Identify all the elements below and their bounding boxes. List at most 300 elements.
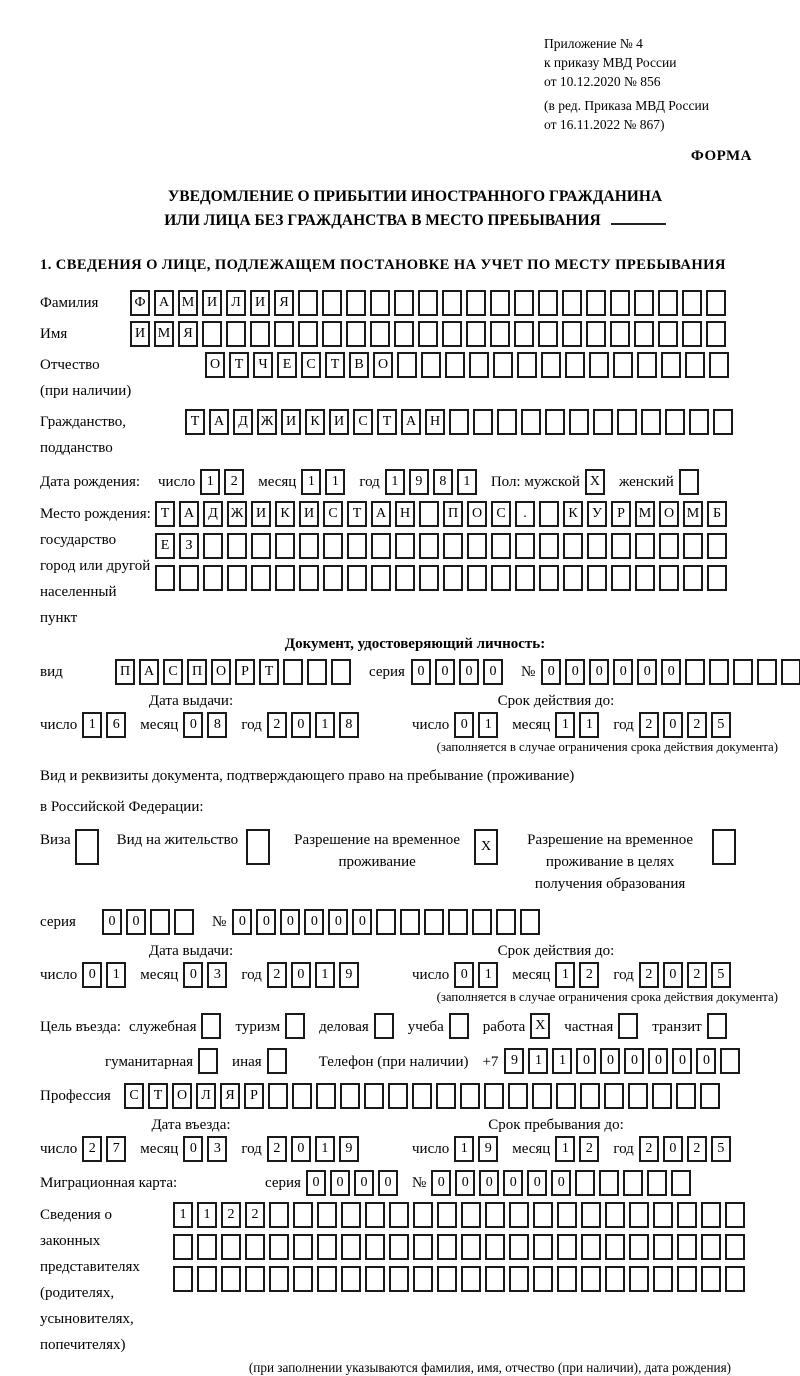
char-box[interactable]: 0: [503, 1170, 523, 1196]
char-box[interactable]: 0: [291, 712, 311, 738]
char-box[interactable]: [628, 1083, 648, 1109]
char-box[interactable]: 9: [478, 1136, 498, 1162]
char-box[interactable]: 2: [267, 1136, 287, 1162]
char-box[interactable]: [709, 352, 729, 378]
char-box[interactable]: [725, 1266, 745, 1292]
char-box[interactable]: 0: [330, 1170, 350, 1196]
char-box[interactable]: 3: [207, 1136, 227, 1162]
char-box[interactable]: [562, 321, 582, 347]
char-box[interactable]: [322, 321, 342, 347]
char-box[interactable]: И: [250, 290, 270, 316]
char-box[interactable]: [676, 1083, 696, 1109]
char-box[interactable]: [418, 321, 438, 347]
char-box[interactable]: 1: [457, 469, 477, 495]
char-box[interactable]: [227, 565, 247, 591]
char-box[interactable]: [331, 659, 351, 685]
char-box[interactable]: 0: [435, 659, 455, 685]
char-box[interactable]: [701, 1202, 721, 1228]
char-box[interactable]: [653, 1234, 673, 1260]
char-box[interactable]: [658, 290, 678, 316]
char-box[interactable]: [557, 1266, 577, 1292]
char-box[interactable]: О: [373, 352, 393, 378]
char-box[interactable]: 2: [579, 962, 599, 988]
char-box[interactable]: [364, 1083, 384, 1109]
char-box[interactable]: Т: [259, 659, 279, 685]
char-box[interactable]: [677, 1266, 697, 1292]
char-box[interactable]: [652, 1083, 672, 1109]
char-box[interactable]: [593, 409, 613, 435]
char-box[interactable]: [683, 565, 703, 591]
char-box[interactable]: [419, 533, 439, 559]
char-box[interactable]: 0: [306, 1170, 326, 1196]
char-box[interactable]: [285, 1013, 305, 1039]
char-box[interactable]: С: [163, 659, 183, 685]
char-box[interactable]: З: [179, 533, 199, 559]
char-box[interactable]: О: [467, 501, 487, 527]
char-box[interactable]: [659, 533, 679, 559]
char-box[interactable]: [389, 1266, 409, 1292]
char-box[interactable]: [461, 1266, 481, 1292]
char-box[interactable]: [539, 533, 559, 559]
char-box[interactable]: [635, 565, 655, 591]
char-box[interactable]: [484, 1083, 504, 1109]
char-box[interactable]: [689, 409, 709, 435]
char-box[interactable]: [556, 1083, 576, 1109]
char-box[interactable]: [472, 909, 492, 935]
char-box[interactable]: 2: [687, 962, 707, 988]
char-box[interactable]: 1: [555, 962, 575, 988]
char-box[interactable]: 0: [352, 909, 372, 935]
char-box[interactable]: [509, 1202, 529, 1228]
char-box[interactable]: М: [154, 321, 174, 347]
char-box[interactable]: [713, 409, 733, 435]
char-box[interactable]: [618, 1013, 638, 1039]
char-box[interactable]: [346, 321, 366, 347]
char-box[interactable]: [587, 565, 607, 591]
char-box[interactable]: [323, 533, 343, 559]
char-box[interactable]: 1: [385, 469, 405, 495]
char-box[interactable]: [461, 1234, 481, 1260]
char-box[interactable]: [412, 1083, 432, 1109]
char-box[interactable]: X: [474, 829, 498, 865]
char-box[interactable]: [293, 1202, 313, 1228]
char-box[interactable]: [677, 1202, 697, 1228]
char-box[interactable]: [623, 1170, 643, 1196]
char-box[interactable]: 0: [672, 1048, 692, 1074]
char-box[interactable]: [413, 1234, 433, 1260]
char-box[interactable]: [250, 321, 270, 347]
char-box[interactable]: К: [275, 501, 295, 527]
char-box[interactable]: [610, 321, 630, 347]
char-box[interactable]: [388, 1083, 408, 1109]
char-box[interactable]: [629, 1202, 649, 1228]
char-box[interactable]: [75, 829, 99, 865]
char-box[interactable]: [706, 321, 726, 347]
char-box[interactable]: [437, 1266, 457, 1292]
char-box[interactable]: 2: [639, 1136, 659, 1162]
char-box[interactable]: 0: [479, 1170, 499, 1196]
char-box[interactable]: 6: [106, 712, 126, 738]
char-box[interactable]: [541, 352, 561, 378]
char-box[interactable]: 0: [565, 659, 585, 685]
char-box[interactable]: И: [329, 409, 349, 435]
char-box[interactable]: 0: [527, 1170, 547, 1196]
char-box[interactable]: [581, 1234, 601, 1260]
char-box[interactable]: [394, 321, 414, 347]
char-box[interactable]: [634, 321, 654, 347]
char-box[interactable]: Ж: [257, 409, 277, 435]
char-box[interactable]: Т: [377, 409, 397, 435]
char-box[interactable]: [781, 659, 800, 685]
char-box[interactable]: Н: [425, 409, 445, 435]
char-box[interactable]: [677, 1234, 697, 1260]
char-box[interactable]: С: [353, 409, 373, 435]
char-box[interactable]: [539, 565, 559, 591]
char-box[interactable]: 1: [478, 712, 498, 738]
char-box[interactable]: [418, 290, 438, 316]
char-box[interactable]: [613, 352, 633, 378]
char-box[interactable]: [323, 565, 343, 591]
char-box[interactable]: [436, 1083, 456, 1109]
char-box[interactable]: [173, 1266, 193, 1292]
char-box[interactable]: [671, 1170, 691, 1196]
char-box[interactable]: О: [659, 501, 679, 527]
char-box[interactable]: [269, 1266, 289, 1292]
char-box[interactable]: [413, 1266, 433, 1292]
char-box[interactable]: А: [154, 290, 174, 316]
char-box[interactable]: 1: [552, 1048, 572, 1074]
char-box[interactable]: [515, 565, 535, 591]
char-box[interactable]: [395, 533, 415, 559]
char-box[interactable]: 8: [339, 712, 359, 738]
char-box[interactable]: 1: [200, 469, 220, 495]
char-box[interactable]: М: [178, 290, 198, 316]
char-box[interactable]: Е: [155, 533, 175, 559]
char-box[interactable]: 0: [663, 712, 683, 738]
char-box[interactable]: [467, 565, 487, 591]
char-box[interactable]: [725, 1234, 745, 1260]
char-box[interactable]: 0: [696, 1048, 716, 1074]
char-box[interactable]: 1: [315, 712, 335, 738]
char-box[interactable]: [460, 1083, 480, 1109]
char-box[interactable]: 1: [106, 962, 126, 988]
char-box[interactable]: 0: [541, 659, 561, 685]
char-box[interactable]: [245, 1234, 265, 1260]
char-box[interactable]: [198, 1048, 218, 1074]
char-box[interactable]: [197, 1234, 217, 1260]
char-box[interactable]: [490, 290, 510, 316]
char-box[interactable]: [389, 1202, 409, 1228]
char-box[interactable]: 1: [315, 962, 335, 988]
char-box[interactable]: [293, 1266, 313, 1292]
char-box[interactable]: [701, 1266, 721, 1292]
char-box[interactable]: [514, 290, 534, 316]
char-box[interactable]: [419, 501, 439, 527]
char-box[interactable]: [443, 565, 463, 591]
char-box[interactable]: [316, 1083, 336, 1109]
char-box[interactable]: 5: [711, 1136, 731, 1162]
char-box[interactable]: [442, 290, 462, 316]
char-box[interactable]: У: [587, 501, 607, 527]
char-box[interactable]: 2: [224, 469, 244, 495]
char-box[interactable]: [647, 1170, 667, 1196]
char-box[interactable]: [283, 659, 303, 685]
char-box[interactable]: [683, 533, 703, 559]
char-box[interactable]: 5: [711, 712, 731, 738]
char-box[interactable]: [275, 533, 295, 559]
char-box[interactable]: 0: [637, 659, 657, 685]
char-box[interactable]: [445, 352, 465, 378]
char-box[interactable]: [700, 1083, 720, 1109]
char-box[interactable]: И: [299, 501, 319, 527]
char-box[interactable]: 1: [197, 1202, 217, 1228]
char-box[interactable]: 0: [328, 909, 348, 935]
char-box[interactable]: .: [515, 501, 535, 527]
char-box[interactable]: [538, 290, 558, 316]
char-box[interactable]: [532, 1083, 552, 1109]
char-box[interactable]: [707, 565, 727, 591]
char-box[interactable]: [371, 533, 391, 559]
char-box[interactable]: [469, 352, 489, 378]
char-box[interactable]: Е: [277, 352, 297, 378]
char-box[interactable]: [202, 321, 222, 347]
char-box[interactable]: [371, 565, 391, 591]
char-box[interactable]: [376, 909, 396, 935]
char-box[interactable]: [599, 1170, 619, 1196]
char-box[interactable]: 1: [173, 1202, 193, 1228]
char-box[interactable]: [653, 1266, 673, 1292]
char-box[interactable]: [605, 1234, 625, 1260]
char-box[interactable]: [581, 1266, 601, 1292]
char-box[interactable]: [617, 409, 637, 435]
char-box[interactable]: 9: [339, 1136, 359, 1162]
char-box[interactable]: [491, 565, 511, 591]
char-box[interactable]: [569, 409, 589, 435]
char-box[interactable]: Я: [220, 1083, 240, 1109]
char-box[interactable]: [685, 352, 705, 378]
char-box[interactable]: [533, 1234, 553, 1260]
char-box[interactable]: [299, 533, 319, 559]
char-box[interactable]: Я: [178, 321, 198, 347]
char-box[interactable]: Б: [707, 501, 727, 527]
char-box[interactable]: [707, 533, 727, 559]
char-box[interactable]: [682, 321, 702, 347]
char-box[interactable]: В: [349, 352, 369, 378]
char-box[interactable]: [251, 533, 271, 559]
char-box[interactable]: 1: [301, 469, 321, 495]
char-box[interactable]: [497, 409, 517, 435]
char-box[interactable]: А: [139, 659, 159, 685]
char-box[interactable]: [437, 1202, 457, 1228]
char-box[interactable]: [467, 533, 487, 559]
char-box[interactable]: [365, 1266, 385, 1292]
char-box[interactable]: И: [202, 290, 222, 316]
char-box[interactable]: [490, 321, 510, 347]
char-box[interactable]: 0: [661, 659, 681, 685]
char-box[interactable]: 2: [267, 712, 287, 738]
char-box[interactable]: Л: [226, 290, 246, 316]
char-box[interactable]: [341, 1234, 361, 1260]
char-box[interactable]: Т: [148, 1083, 168, 1109]
char-box[interactable]: 0: [613, 659, 633, 685]
char-box[interactable]: 0: [280, 909, 300, 935]
char-box[interactable]: [580, 1083, 600, 1109]
char-box[interactable]: [268, 1083, 288, 1109]
char-box[interactable]: [365, 1234, 385, 1260]
char-box[interactable]: 2: [639, 712, 659, 738]
char-box[interactable]: [347, 533, 367, 559]
char-box[interactable]: [179, 565, 199, 591]
char-box[interactable]: [533, 1202, 553, 1228]
char-box[interactable]: 0: [600, 1048, 620, 1074]
char-box[interactable]: 1: [315, 1136, 335, 1162]
char-box[interactable]: 9: [339, 962, 359, 988]
char-box[interactable]: Я: [274, 290, 294, 316]
char-box[interactable]: К: [563, 501, 583, 527]
char-box[interactable]: 0: [454, 962, 474, 988]
char-box[interactable]: [611, 533, 631, 559]
char-box[interactable]: А: [209, 409, 229, 435]
char-box[interactable]: Ж: [227, 501, 247, 527]
char-box[interactable]: [661, 352, 681, 378]
char-box[interactable]: [605, 1266, 625, 1292]
char-box[interactable]: 1: [579, 712, 599, 738]
char-box[interactable]: С: [491, 501, 511, 527]
char-box[interactable]: [575, 1170, 595, 1196]
char-box[interactable]: [269, 1202, 289, 1228]
char-box[interactable]: Л: [196, 1083, 216, 1109]
char-box[interactable]: [340, 1083, 360, 1109]
char-box[interactable]: [707, 1013, 727, 1039]
char-box[interactable]: [267, 1048, 287, 1074]
char-box[interactable]: 2: [245, 1202, 265, 1228]
char-box[interactable]: 0: [624, 1048, 644, 1074]
char-box[interactable]: [317, 1266, 337, 1292]
char-box[interactable]: Р: [244, 1083, 264, 1109]
char-box[interactable]: [341, 1202, 361, 1228]
char-box[interactable]: [635, 533, 655, 559]
char-box[interactable]: 0: [183, 962, 203, 988]
char-box[interactable]: [545, 409, 565, 435]
char-box[interactable]: С: [323, 501, 343, 527]
char-box[interactable]: [712, 829, 736, 865]
char-box[interactable]: [701, 1234, 721, 1260]
char-box[interactable]: [317, 1202, 337, 1228]
char-box[interactable]: [659, 565, 679, 591]
char-box[interactable]: [604, 1083, 624, 1109]
char-box[interactable]: [720, 1048, 740, 1074]
char-box[interactable]: 0: [183, 712, 203, 738]
char-box[interactable]: [509, 1234, 529, 1260]
char-box[interactable]: И: [130, 321, 150, 347]
char-box[interactable]: 3: [207, 962, 227, 988]
char-box[interactable]: [611, 565, 631, 591]
char-box[interactable]: [653, 1202, 673, 1228]
char-box[interactable]: [658, 321, 678, 347]
char-box[interactable]: [424, 909, 444, 935]
char-box[interactable]: [397, 352, 417, 378]
char-box[interactable]: [389, 1234, 409, 1260]
char-box[interactable]: [665, 409, 685, 435]
char-box[interactable]: [246, 829, 270, 865]
char-box[interactable]: [274, 321, 294, 347]
char-box[interactable]: 0: [663, 1136, 683, 1162]
char-box[interactable]: [174, 909, 194, 935]
char-box[interactable]: К: [305, 409, 325, 435]
char-box[interactable]: [227, 533, 247, 559]
char-box[interactable]: [437, 1234, 457, 1260]
char-box[interactable]: [400, 909, 420, 935]
char-box[interactable]: [370, 290, 390, 316]
char-box[interactable]: [173, 1234, 193, 1260]
char-box[interactable]: [203, 565, 223, 591]
char-box[interactable]: 2: [82, 1136, 102, 1162]
char-box[interactable]: [682, 290, 702, 316]
char-box[interactable]: [563, 533, 583, 559]
char-box[interactable]: [226, 321, 246, 347]
char-box[interactable]: И: [281, 409, 301, 435]
char-box[interactable]: X: [530, 1013, 550, 1039]
char-box[interactable]: [322, 290, 342, 316]
char-box[interactable]: 0: [459, 659, 479, 685]
char-box[interactable]: С: [301, 352, 321, 378]
char-box[interactable]: [449, 409, 469, 435]
char-box[interactable]: [449, 1013, 469, 1039]
char-box[interactable]: 0: [431, 1170, 451, 1196]
char-box[interactable]: А: [371, 501, 391, 527]
char-box[interactable]: [201, 1013, 221, 1039]
char-box[interactable]: 0: [291, 1136, 311, 1162]
char-box[interactable]: [586, 321, 606, 347]
char-box[interactable]: [413, 1202, 433, 1228]
char-box[interactable]: Т: [325, 352, 345, 378]
char-box[interactable]: [509, 1266, 529, 1292]
char-box[interactable]: [521, 409, 541, 435]
char-box[interactable]: 2: [687, 1136, 707, 1162]
char-box[interactable]: [634, 290, 654, 316]
char-box[interactable]: [565, 352, 585, 378]
char-box[interactable]: [448, 909, 468, 935]
char-box[interactable]: [637, 352, 657, 378]
char-box[interactable]: 1: [82, 712, 102, 738]
char-box[interactable]: 1: [528, 1048, 548, 1074]
char-box[interactable]: [733, 659, 753, 685]
char-box[interactable]: [155, 565, 175, 591]
char-box[interactable]: [515, 533, 535, 559]
char-box[interactable]: 0: [291, 962, 311, 988]
char-box[interactable]: [466, 321, 486, 347]
char-box[interactable]: Ч: [253, 352, 273, 378]
char-box[interactable]: [629, 1234, 649, 1260]
char-box[interactable]: Р: [611, 501, 631, 527]
char-box[interactable]: 0: [102, 909, 122, 935]
char-box[interactable]: 2: [221, 1202, 241, 1228]
char-box[interactable]: 0: [183, 1136, 203, 1162]
char-box[interactable]: [419, 565, 439, 591]
char-box[interactable]: [493, 352, 513, 378]
char-box[interactable]: С: [124, 1083, 144, 1109]
char-box[interactable]: М: [635, 501, 655, 527]
char-box[interactable]: 1: [325, 469, 345, 495]
char-box[interactable]: Р: [235, 659, 255, 685]
char-box[interactable]: 0: [483, 659, 503, 685]
char-box[interactable]: 2: [267, 962, 287, 988]
char-box[interactable]: [421, 352, 441, 378]
char-box[interactable]: 8: [207, 712, 227, 738]
char-box[interactable]: [587, 533, 607, 559]
char-box[interactable]: [275, 565, 295, 591]
char-box[interactable]: [485, 1202, 505, 1228]
